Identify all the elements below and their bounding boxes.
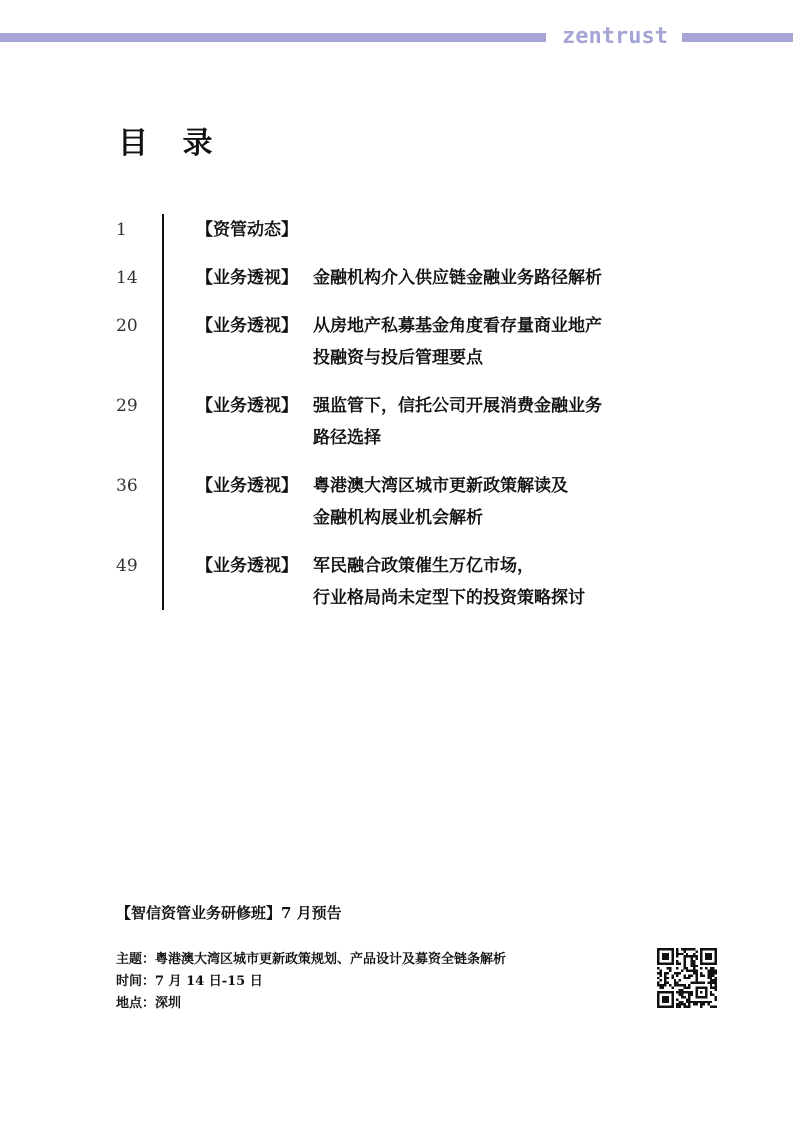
toc-entry-title: [313, 470, 673, 534]
toc-entry-title: [313, 550, 673, 614]
toc-category: 【业务透视】: [196, 476, 298, 496]
toc-category: 【业务透视】: [196, 316, 298, 336]
toc-entry-title-line: 从房地产私募基金角度看存量商业地产: [313, 316, 602, 336]
toc-category: 【业务透视】: [196, 268, 298, 288]
toc-page-number: 1: [116, 220, 127, 240]
promo-time: 时间：7 月 14 日-15 日: [116, 974, 263, 989]
toc-entry-title-line: 路径选择: [313, 428, 381, 448]
toc-entry-title-line: 强监管下，信托公司开展消费金融业务: [313, 396, 602, 416]
toc-entry-title-line: 粤港澳大湾区城市更新政策解读及: [313, 476, 568, 496]
qr-code-graphic: [657, 948, 717, 1008]
toc-category: 【业务透视】: [196, 556, 298, 576]
toc-entry-title-line: 金融机构介入供应链金融业务路径解析: [313, 268, 602, 288]
toc-entry-title-line: 军民融合政策催生万亿市场，: [313, 556, 534, 576]
toc-entry-title: [313, 310, 673, 374]
header-bar-left: [0, 33, 546, 42]
toc-entry-title: [313, 390, 673, 454]
toc-entry[interactable]: [0, 310, 793, 380]
promo-location: 地点：深圳: [116, 996, 182, 1011]
toc-entry-title: [313, 262, 673, 294]
toc-entry[interactable]: [0, 550, 793, 620]
toc-page-number: 36: [116, 476, 138, 496]
toc-page-number: 29: [116, 396, 138, 416]
brand-logo: zentrust: [562, 24, 668, 49]
toc-page-number: 49: [116, 556, 138, 576]
toc-page-number: 20: [116, 316, 138, 336]
toc-entry[interactable]: [0, 390, 793, 460]
qr-code-icon: [657, 948, 717, 1008]
promo-topic: 主题：粤港澳大湾区城市更新政策规划、产品设计及募资全链条解析: [116, 952, 507, 967]
toc-entry-title-line: 行业格局尚未定型下的投资策略探讨: [313, 588, 585, 608]
toc-title: 目 录: [118, 126, 225, 161]
toc-entry[interactable]: [0, 470, 793, 540]
header-bar-right: [682, 33, 793, 42]
toc-entry-title-line: 投融资与投后管理要点: [313, 348, 483, 368]
toc-category: 【业务透视】: [196, 396, 298, 416]
promo-heading: 【智信资管业务研修班】7 月预告: [116, 904, 342, 922]
toc-category: 【资管动态】: [196, 220, 298, 240]
toc-page-number: 14: [116, 268, 138, 288]
toc-entry-title-line: 金融机构展业机会解析: [313, 508, 483, 528]
